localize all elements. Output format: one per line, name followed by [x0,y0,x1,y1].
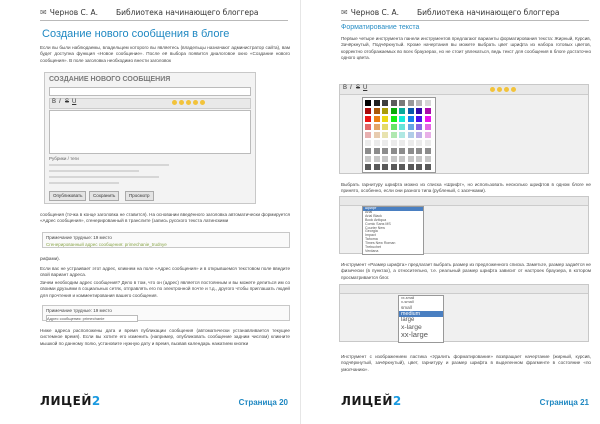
color-swatch[interactable] [408,116,414,122]
color-swatch[interactable] [399,164,405,170]
color-swatch[interactable] [374,116,380,122]
underline-icon[interactable]: U [72,99,77,105]
header-author: ✉ Чернов С. А. [40,8,99,17]
page-title: Создание нового сообщения в блоге [42,28,230,40]
color-swatch[interactable] [399,140,405,146]
save-button[interactable]: Сохранить [89,191,119,201]
font-option[interactable]: Arial Black [365,213,382,218]
smiley-icon[interactable] [511,87,516,92]
font-option[interactable]: Times New Roman [365,241,396,246]
color-swatch[interactable] [416,100,422,106]
color-swatch[interactable] [425,156,431,162]
size-option[interactable]: x-large [401,323,422,331]
color-swatch[interactable] [399,124,405,130]
paragraph-1: Первые четыре инструмента панели инструментов предлагают варианты форматирования текста: Жирный, Курсив, Зачёркнутый, Подчёркнутый. Кроме начертания вы можете выбрать цвет шрифта из набора готовых цветов, корректно отображаемых во всех браузерах, но не стоит увлекаться, ведь текст для сообщения в блоге достаточно одного цвета. [341,36,591,60]
color-swatch[interactable] [425,100,431,106]
section-title: Форматирование текста [341,24,420,31]
color-swatch[interactable] [425,124,431,130]
color-swatch[interactable] [416,116,422,122]
font-dropdown-screenshot [339,196,589,254]
size-option[interactable]: medium [399,311,443,317]
option-line [49,170,139,172]
strike-icon[interactable]: S [356,85,361,91]
page-number: Страница 20 [238,398,288,407]
post-address-edit-screenshot [42,305,290,321]
right-page [300,0,600,424]
address-label: Примечание трудные: 19 место [46,235,112,240]
color-swatch[interactable] [391,116,397,122]
option-line [49,176,159,178]
color-swatch[interactable] [408,108,414,114]
color-swatch[interactable] [391,108,397,114]
color-swatch[interactable] [408,148,414,154]
address-hint: Сгенерированный адрес сообщения: primechanie_trudnye [46,242,167,247]
post-title-input[interactable] [49,87,251,96]
smiley-icon[interactable] [490,87,495,92]
color-swatch[interactable] [416,164,422,170]
paragraph-4: Зачем необходим адрес сообщения? Дело в том, что он (адрес) является постоянным и вы можете делиться им со своими друзьями в социальных сетях, отправлять его по электронной почте и т.д., другого чтобы приглашать людей для прочтения и комментирования вашего сообщения. [40,280,290,298]
dialog-title: СОЗДАНИЕ НОВОГО СООБЩЕНИЯ [49,76,171,83]
paragraph-3b: Если вас не устраивает этот адрес, кликнем на поле «Адрес сообщения» и в открывшемся текстовом поле введите свой вариант адреса. [40,266,290,278]
bold-icon[interactable]: B [52,99,57,105]
size-option[interactable]: small [401,305,412,311]
font-option[interactable]: Impact [365,233,376,238]
color-swatch[interactable] [382,124,388,130]
color-swatch[interactable] [408,100,414,106]
font-option[interactable]: Trebuchet [365,245,382,250]
color-swatch[interactable] [399,108,405,114]
strike-icon[interactable]: S [65,99,70,105]
page-header [341,6,589,21]
font-option[interactable]: Verdana [365,248,379,253]
size-dropdown-screenshot [339,284,589,342]
option-line [49,164,169,166]
color-swatch[interactable] [416,156,422,162]
color-swatch[interactable] [391,124,397,130]
color-swatch[interactable] [416,132,422,138]
color-swatch[interactable] [408,140,414,146]
preview-button[interactable]: Просмотр [125,191,154,201]
publish-button[interactable]: Опубликовать [49,191,86,201]
color-swatch[interactable] [391,100,397,106]
color-swatch[interactable] [374,132,380,138]
color-swatch[interactable] [399,156,405,162]
color-swatch[interactable] [365,156,371,162]
color-swatch[interactable] [416,148,422,154]
color-swatch[interactable] [408,164,414,170]
intro-paragraph: Если вы были наблюдаемы, владельцем которого вы являетесь (владельцы назначают администратор сайта), вам будет доступна функция «Новое сообщение». После её выбора появится диалоговое окно «Создание нового сообщения». В поле заголовка необходимо внести заголовок [40,45,290,63]
color-swatch[interactable] [365,116,371,122]
font-option[interactable]: Tahoma [365,237,378,242]
color-swatch[interactable] [425,108,431,114]
color-swatch[interactable] [408,124,414,130]
font-option[interactable]: Book Antiqua [365,217,387,222]
color-swatch[interactable] [425,116,431,122]
color-swatch[interactable] [365,148,371,154]
lyceum-logo: ЛИЦЕЙ2 [341,394,402,408]
font-option[interactable]: Comic Sans MS [365,221,391,226]
color-swatch[interactable] [425,140,431,146]
font-option[interactable]: Arial [365,209,373,214]
color-palette-screenshot [339,84,589,174]
color-swatch[interactable] [416,108,422,114]
lyceum-logo: ЛИЦЕЙ2 [40,394,101,408]
color-swatch[interactable] [365,100,371,106]
color-swatch[interactable] [374,164,380,170]
color-swatch[interactable] [382,164,388,170]
color-swatch[interactable] [416,140,422,146]
color-swatch[interactable] [399,148,405,154]
header-book-title: Библиотека начинающего блоггера [116,8,259,17]
paragraph-2: сообщения (точка в конце заголовка не ставится). На основании введённого заголовка автоматически формируется «Адрес сообщения», сгенерированный в транслите (запись русского текста латинскими [40,212,290,224]
font-option[interactable]: Courier New [365,225,385,230]
color-swatch[interactable] [374,108,380,114]
envelope-icon: ✉ [341,8,348,17]
color-swatch[interactable] [374,156,380,162]
page-header [40,6,288,21]
size-option[interactable]: xx-large [401,330,429,340]
color-swatch[interactable] [408,132,414,138]
color-swatch[interactable] [374,124,380,130]
smiley-icon[interactable] [200,100,205,105]
post-body-textarea[interactable] [49,110,251,154]
paragraph-3: Инструмент «Размер шрифта» предлагает выбрать размер из предложенного списка. Заметьте, размер задаётся не физически (в пунктах), а относительно, т.е. реальный размер шрифта зависит от настроек браузера, в котором просматривается блог. [341,262,591,280]
smiley-icon[interactable] [504,87,509,92]
underline-icon[interactable]: U [363,85,368,91]
color-swatch[interactable] [399,100,405,106]
color-swatch[interactable] [382,140,388,146]
color-swatch[interactable] [416,124,422,130]
header-book-title: Библиотека начинающего блоггера [417,8,560,17]
color-swatch[interactable] [408,156,414,162]
color-swatch[interactable] [391,132,397,138]
address-input[interactable]: Адрес сообщения: primechanie [46,315,138,322]
font-list-popup [362,206,424,255]
font-option[interactable]: Georgia [365,229,378,234]
italic-icon[interactable]: I [59,99,61,105]
smiley-icon[interactable] [193,100,198,105]
color-swatch[interactable] [382,116,388,122]
color-swatch[interactable] [374,100,380,106]
color-swatch[interactable] [391,156,397,162]
color-swatch[interactable] [365,124,371,130]
paragraph-2: Выбрать гарнитуру шрифта можно из списка «Шрифт», но использовать несколько шрифтов в одном блоге не принято, особенно, если они разного типа (рубленый, с засечками). [341,182,591,194]
color-swatch[interactable] [382,156,388,162]
color-swatch[interactable] [391,140,397,146]
color-swatch[interactable] [399,116,405,122]
color-swatch[interactable] [382,132,388,138]
color-swatch[interactable] [382,100,388,106]
italic-icon[interactable]: I [350,85,352,91]
paragraph-3a: рифами). [40,256,60,261]
address-label: Примечание трудные: 19 место [46,308,112,313]
color-swatch[interactable] [374,148,380,154]
bold-icon[interactable]: B [343,85,348,91]
size-option[interactable]: xx-small [401,296,415,300]
dialog-options-label: Рубрики / теги [49,156,79,161]
editor-toolbar [340,197,588,206]
size-option[interactable]: large [401,316,415,323]
color-swatch[interactable] [425,132,431,138]
color-swatch[interactable] [391,148,397,154]
color-swatch[interactable] [425,164,431,170]
smiley-icon[interactable] [172,100,177,105]
size-option[interactable]: x-small [401,299,414,305]
editor-toolbar [340,285,588,294]
option-line [49,182,119,184]
size-list-popup [398,295,444,343]
font-option[interactable]: шрифт [363,207,423,211]
color-swatch[interactable] [425,148,431,154]
editor-toolbar [340,85,588,95]
color-palette-popup [362,97,436,173]
smiley-icon[interactable] [179,100,184,105]
color-swatch[interactable] [391,164,397,170]
smiley-icon[interactable] [186,100,191,105]
paragraph-5: Ниже адреса расположены дата и время публикации сообщения (автоматически устанавливается текущее системное время). Если вы хотите его изменить (например, опубликовать сообщение задним числом) кликните мышкой по данному полю, установите нужную дату и время, вызвав календарь нажатием кнопки [40,328,290,346]
color-swatch[interactable] [399,132,405,138]
color-swatch[interactable] [365,132,371,138]
post-address-screenshot [42,232,290,248]
color-swatch[interactable] [382,148,388,154]
color-swatch[interactable] [365,164,371,170]
color-swatch[interactable] [365,140,371,146]
smiley-icon[interactable] [497,87,502,92]
envelope-icon: ✉ [40,8,47,17]
page-number: Страница 21 [539,398,589,407]
color-swatch[interactable] [382,108,388,114]
color-swatch[interactable] [374,140,380,146]
color-swatch[interactable] [365,108,371,114]
new-post-dialog-screenshot [44,72,256,204]
header-author: ✉ Чернов С. А. [341,8,400,17]
paragraph-4: Инструмент с изображением ластика «Удалить форматирование» возвращает начертание (жирный, курсив, подчёркнутый, зачёркнутый), цвет, гарнитуру и размер шрифта в выделенном фрагменте в состояние «по умолчанию». [341,354,591,372]
editor-toolbar [49,98,251,109]
